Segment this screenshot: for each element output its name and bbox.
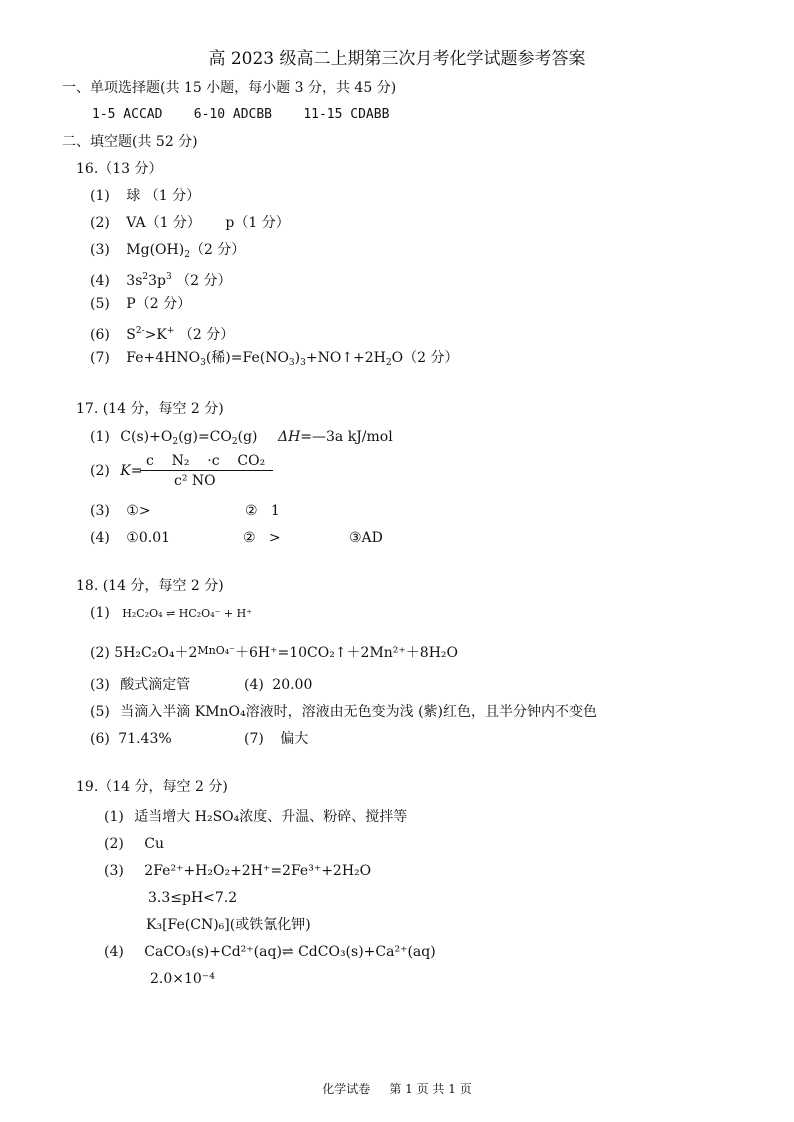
answer-text: 20.00 bbox=[272, 677, 313, 693]
item-number: (2) bbox=[90, 645, 110, 661]
answer-text: VA（1 分） bbox=[126, 215, 201, 231]
superscript: + bbox=[166, 326, 175, 336]
answer-text: 5H₂C₂O₄＋2 bbox=[114, 645, 198, 661]
answer-text: 偏大 bbox=[280, 731, 309, 747]
answer-text: 3s bbox=[126, 273, 143, 289]
answer-text: C(s)+O bbox=[120, 429, 173, 445]
equals-sign: = bbox=[130, 463, 143, 479]
answer-text: S bbox=[126, 327, 136, 343]
q18-item-6 bbox=[90, 730, 172, 748]
subscript: 3 bbox=[300, 358, 306, 368]
item-number: (4) bbox=[90, 273, 110, 289]
superscript: 2- bbox=[135, 326, 145, 336]
item-number: (6) bbox=[90, 327, 110, 343]
answer-text: （2 分） bbox=[174, 327, 235, 343]
answer-text: (稀)=Fe(NO bbox=[205, 350, 289, 366]
superscript: 3 bbox=[166, 272, 172, 282]
answer-text: (g) bbox=[237, 429, 258, 445]
answer-text: CaCO₃(s)+Cd²⁺(aq)⇌ CdCO₃(s)+Ca²⁺(aq) bbox=[144, 944, 436, 960]
q19-item-3 bbox=[104, 862, 371, 880]
item-number: (3) bbox=[104, 863, 124, 879]
item-number: (2) bbox=[90, 463, 110, 479]
superscript: 2 bbox=[142, 272, 149, 282]
q17-item-2 bbox=[90, 462, 143, 480]
subscript: 2 bbox=[385, 358, 392, 368]
q17-item-4-c: ③AD bbox=[349, 530, 383, 546]
q17-item-4-b: ② > bbox=[243, 530, 281, 546]
answer-text: 71.43% bbox=[118, 731, 172, 747]
answer-text: p（1 分） bbox=[225, 215, 290, 231]
q18-item-3 bbox=[90, 676, 190, 694]
q18-item-7 bbox=[244, 730, 308, 748]
answer-text: Cu bbox=[144, 836, 165, 852]
q19-item-3-reagent: K₃[Fe(CN)₆](或铁氰化钾) bbox=[146, 917, 311, 933]
answer-text: ) bbox=[294, 350, 301, 366]
answer-text: >K bbox=[144, 327, 167, 343]
answer-text: ①0.01 bbox=[126, 530, 171, 546]
answer-text: Fe+4HNO bbox=[126, 350, 201, 366]
section1-heading: 一、单项选择题(共 15 小题，每小题 3 分，共 45 分) bbox=[62, 80, 397, 96]
fraction-numerator: c N₂ ·c CO₂ bbox=[146, 453, 266, 469]
section2-heading: 二、填空题(共 52 分) bbox=[62, 134, 198, 150]
item-number: (4) bbox=[104, 944, 124, 960]
q16-item-1 bbox=[90, 187, 200, 205]
item-number: (3) bbox=[90, 677, 110, 693]
item-number: (3) bbox=[90, 503, 110, 519]
answer-text: 2Fe²⁺+H₂O₂+2H⁺=2Fe³⁺+2H₂O bbox=[144, 863, 372, 879]
q17-item-3-b: ② 1 bbox=[245, 503, 280, 519]
q16-item-6 bbox=[90, 322, 234, 344]
answer-text: =—3a kJ/mol bbox=[300, 429, 393, 445]
q18-item-2 bbox=[90, 642, 458, 662]
answer-text: H₂C₂O₄ ⇌ HC₂O₄⁻ + H⁺ bbox=[122, 607, 253, 620]
subscript: 2 bbox=[172, 437, 179, 447]
answer-text: 当滴入半滴 KMnO₄溶液时，溶液由无色变为浅 (紫)红色，且半分钟内不变色 bbox=[120, 704, 598, 720]
item-number: (2) bbox=[90, 215, 110, 231]
q16-item-7 bbox=[90, 349, 458, 372]
item-number: (5) bbox=[90, 704, 110, 720]
q17-heading: 17. (14 分，每空 2 分) bbox=[76, 401, 224, 417]
q19-item-4-value: 2.0×10⁻⁴ bbox=[150, 971, 215, 987]
answer-text: 酸式滴定管 bbox=[120, 677, 191, 693]
q17-item-1 bbox=[90, 428, 393, 451]
answer-text: Mg(OH) bbox=[126, 242, 185, 258]
q19-item-2 bbox=[104, 835, 164, 853]
q17-item-4 bbox=[90, 529, 170, 547]
item-number: (4) bbox=[244, 677, 264, 693]
fraction-denominator: c² NO bbox=[174, 473, 216, 489]
answer-text: O（2 分） bbox=[391, 350, 459, 366]
answer-text: P（2 分） bbox=[126, 296, 192, 312]
answer-text: +NO↑+2H bbox=[305, 350, 386, 366]
item-number: (5) bbox=[90, 296, 110, 312]
answer-text: (g)=CO bbox=[178, 429, 232, 445]
q17-item-3 bbox=[90, 502, 151, 520]
item-number: (1) bbox=[90, 188, 110, 204]
answer-text: 球 （1 分） bbox=[126, 188, 201, 204]
answer-text: （2 分） bbox=[189, 242, 246, 258]
item-number: (2) bbox=[104, 836, 124, 852]
subscript: 3 bbox=[288, 358, 295, 368]
item-number: (6) bbox=[90, 731, 110, 747]
subscript: 2 bbox=[231, 437, 238, 447]
enthalpy-symbol: ΔH bbox=[277, 429, 301, 445]
q18-item-1 bbox=[90, 604, 252, 623]
item-number: (7) bbox=[90, 350, 110, 366]
item-number: (1) bbox=[104, 809, 124, 825]
q16-item-5 bbox=[90, 295, 191, 313]
q19-heading: 19.（14 分，每空 2 分) bbox=[76, 779, 228, 795]
answer-text: 适当增大 H₂SO₄浓度、升温、粉碎、搅拌等 bbox=[134, 809, 408, 825]
item-number: (1) bbox=[90, 429, 110, 445]
q18-heading: 18. (14 分，每空 2 分) bbox=[76, 578, 224, 594]
permanganate-ion: MnO₄⁻ bbox=[197, 644, 235, 657]
choice-answers: 1-5 ACCAD 6-10 ADCBB 11-15 CDABB bbox=[92, 107, 390, 122]
page-title: 高 2023 级高二上期第三次月考化学试题参考答案 bbox=[208, 49, 586, 69]
item-number: (3) bbox=[90, 242, 110, 258]
equilibrium-constant-symbol: K bbox=[120, 463, 131, 479]
q18-item-5 bbox=[90, 703, 597, 721]
item-number: (7) bbox=[244, 731, 264, 747]
answer-text: 3p bbox=[148, 273, 166, 289]
subscript: 2 bbox=[184, 250, 190, 260]
page-footer: 化学试卷 第 1 页 共 1 页 bbox=[322, 1082, 472, 1096]
q16-heading: 16.（13 分） bbox=[76, 161, 163, 177]
item-number: (4) bbox=[90, 530, 110, 546]
q16-item-2 bbox=[90, 214, 290, 232]
q16-item-4 bbox=[90, 268, 232, 290]
q16-item-3 bbox=[90, 241, 245, 264]
subscript: 3 bbox=[200, 358, 206, 368]
item-number: (1) bbox=[90, 605, 110, 621]
q19-item-3-ph-range: 3.3≤pH<7.2 bbox=[148, 890, 238, 906]
answer-text: ①> bbox=[126, 503, 151, 519]
fraction-bar bbox=[140, 470, 273, 471]
q19-item-1 bbox=[104, 808, 407, 826]
answer-text: ＋6H⁺=10CO₂↑＋2Mn²⁺＋8H₂O bbox=[234, 645, 459, 661]
answer-text: （2 分） bbox=[171, 273, 232, 289]
q18-item-4 bbox=[244, 676, 312, 694]
q19-item-4 bbox=[104, 943, 436, 961]
